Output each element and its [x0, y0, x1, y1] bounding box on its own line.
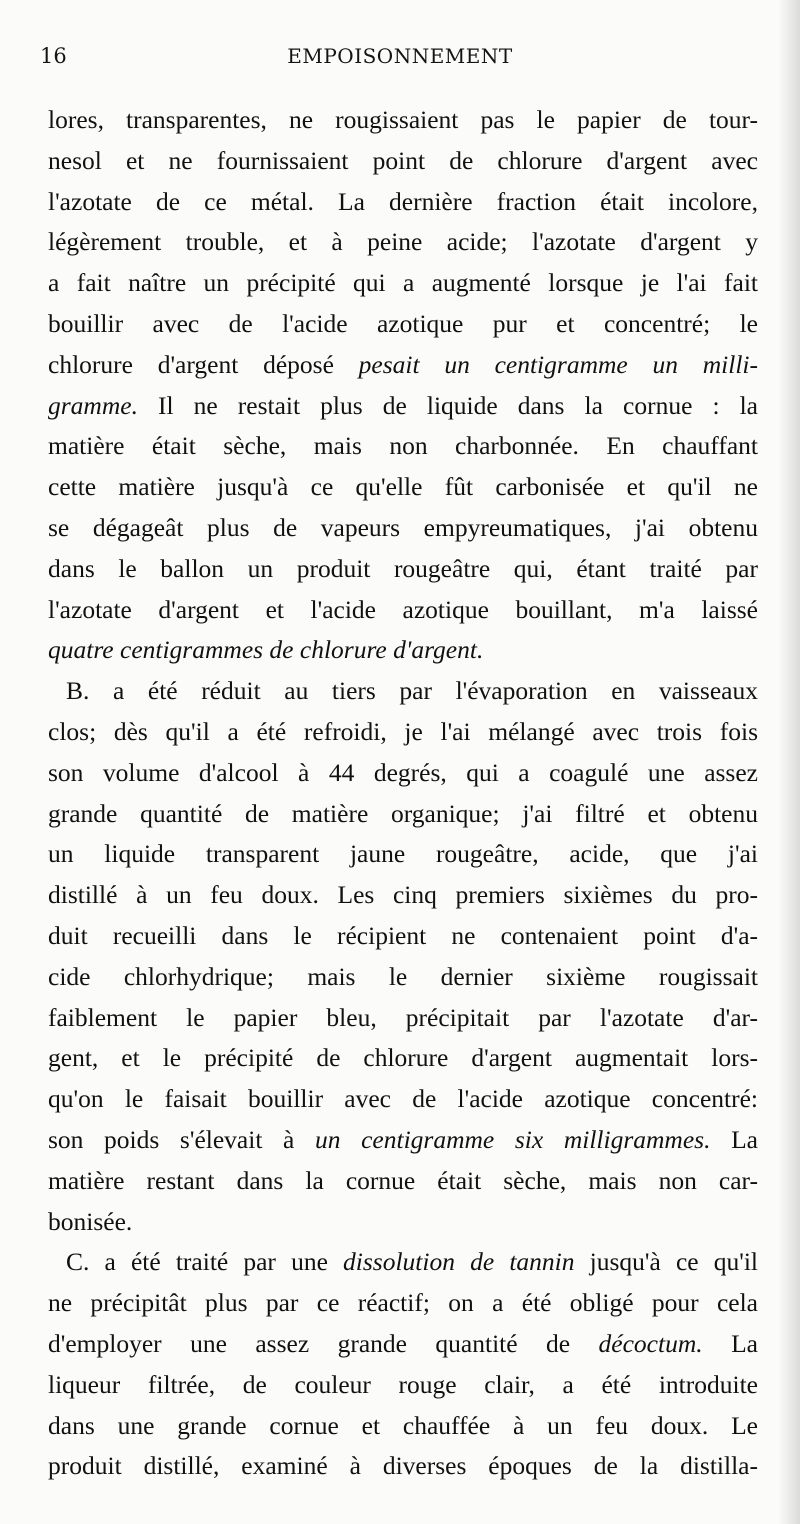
text-line: dans le ballon un produit rougeâtre qui, étant traité par	[48, 553, 758, 583]
text-line	[48, 630, 758, 671]
text-segment: jusqu'à ce qu'il	[574, 1247, 758, 1277]
text-line: nesol et ne fournissaient point de chlorure d'argent avec	[48, 145, 758, 175]
text-line: bouillir avec de l'acide azotique pur et concentré; le	[48, 308, 758, 338]
text-line: liqueur filtrée, de couleur rouge clair, a été introduite	[48, 1369, 758, 1399]
text-segment: Il ne restait plus de liquide dans la cornue : la	[137, 390, 758, 420]
text-line: qu'on le faisait bouillir avec de l'acide azotique concentré:	[48, 1084, 758, 1114]
text-line: cide chlorhydrique; mais le dernier sixième rougissait	[48, 961, 758, 991]
text-line	[48, 386, 758, 427]
text-line: B. a été réduit au tiers par l'évaporation en vaisseaux	[66, 676, 758, 706]
text-line: l'azotate de ce métal. La dernière fraction était incolore,	[48, 186, 758, 216]
text-line: grande quantité de matière organique; j'ai filtré et obtenu	[48, 798, 758, 828]
text-line: légèrement trouble, et à peine acide; l'azotate d'argent y	[48, 227, 758, 257]
text-segment: C. a été traité par une	[66, 1247, 344, 1277]
page-header	[40, 44, 760, 76]
text-line: duit recueilli dans le récipient ne contenaient point d'a-	[48, 920, 758, 950]
italic-segment: quatre centigrammes de chlorure d'argent.	[48, 635, 484, 665]
text-segment: La	[702, 1328, 758, 1358]
text-line: clos; dès qu'il a été refroidi, je l'ai mélangé avec trois fois	[48, 716, 758, 746]
text-segment: son poids s'élevait à	[48, 1124, 315, 1154]
italic-segment: pesait un centigramme un milli-	[358, 349, 758, 379]
text-line: produit distillé, examiné à diverses époques de la distilla-	[48, 1451, 758, 1481]
text-line: un liquide transparent jaune rougeâtre, acide, que j'ai	[48, 839, 758, 869]
text-line: se dégageât plus de vapeurs empyreumatiques, j'ai obtenu	[48, 512, 758, 542]
text-line: distillé à un feu doux. Les cinq premiers sixièmes du pro-	[48, 880, 758, 910]
page-number: 16	[40, 44, 67, 68]
text-line: bonisée.	[48, 1206, 133, 1236]
body-text	[48, 100, 758, 1487]
text-line	[48, 1242, 758, 1283]
text-line	[48, 1120, 758, 1161]
text-line: cette matière jusqu'à ce qu'elle fût carbonisée et qu'il ne	[48, 472, 758, 502]
text-line: dans une grande cornue et chauffée à un feu doux. Le	[48, 1410, 758, 1440]
text-segment: La	[710, 1124, 758, 1154]
text-line: faiblement le papier bleu, précipitait par l'azotate d'ar-	[48, 1002, 758, 1032]
text-line: l'azotate d'argent et l'acide azotique bouillant, m'a laissé	[48, 594, 758, 624]
italic-segment: décoctum.	[598, 1328, 703, 1358]
text-line	[48, 1324, 758, 1365]
running-head: EMPOISONNEMENT	[287, 44, 513, 68]
text-line: lores, transparentes, ne rougissaient pas le papier de tour-	[48, 105, 758, 134]
text-line: ne précipitât plus par ce réactif; on a été obligé pour cela	[48, 1288, 758, 1318]
text-segment: d'employer une assez grande quantité de	[48, 1328, 599, 1358]
text-segment: chlorure d'argent déposé	[48, 349, 359, 379]
text-line: gent, et le précipité de chlorure d'argent augmentait lors-	[48, 1043, 758, 1073]
text-line: matière était sèche, mais non charbonnée. En chauffant	[48, 431, 758, 461]
text-line: matière restant dans la cornue était sèche, mais non car-	[48, 1165, 758, 1195]
italic-segment: gramme.	[48, 390, 138, 420]
italic-segment: un centigramme six milligrammes.	[314, 1124, 711, 1154]
italic-segment: dissolution de tannin	[343, 1247, 575, 1277]
text-line: a fait naître un précipité qui a augmenté lorsque je l'ai fait	[48, 268, 758, 298]
text-line	[48, 345, 758, 386]
text-line: son volume d'alcool à 44 degrés, qui a coagulé une assez	[48, 757, 758, 787]
